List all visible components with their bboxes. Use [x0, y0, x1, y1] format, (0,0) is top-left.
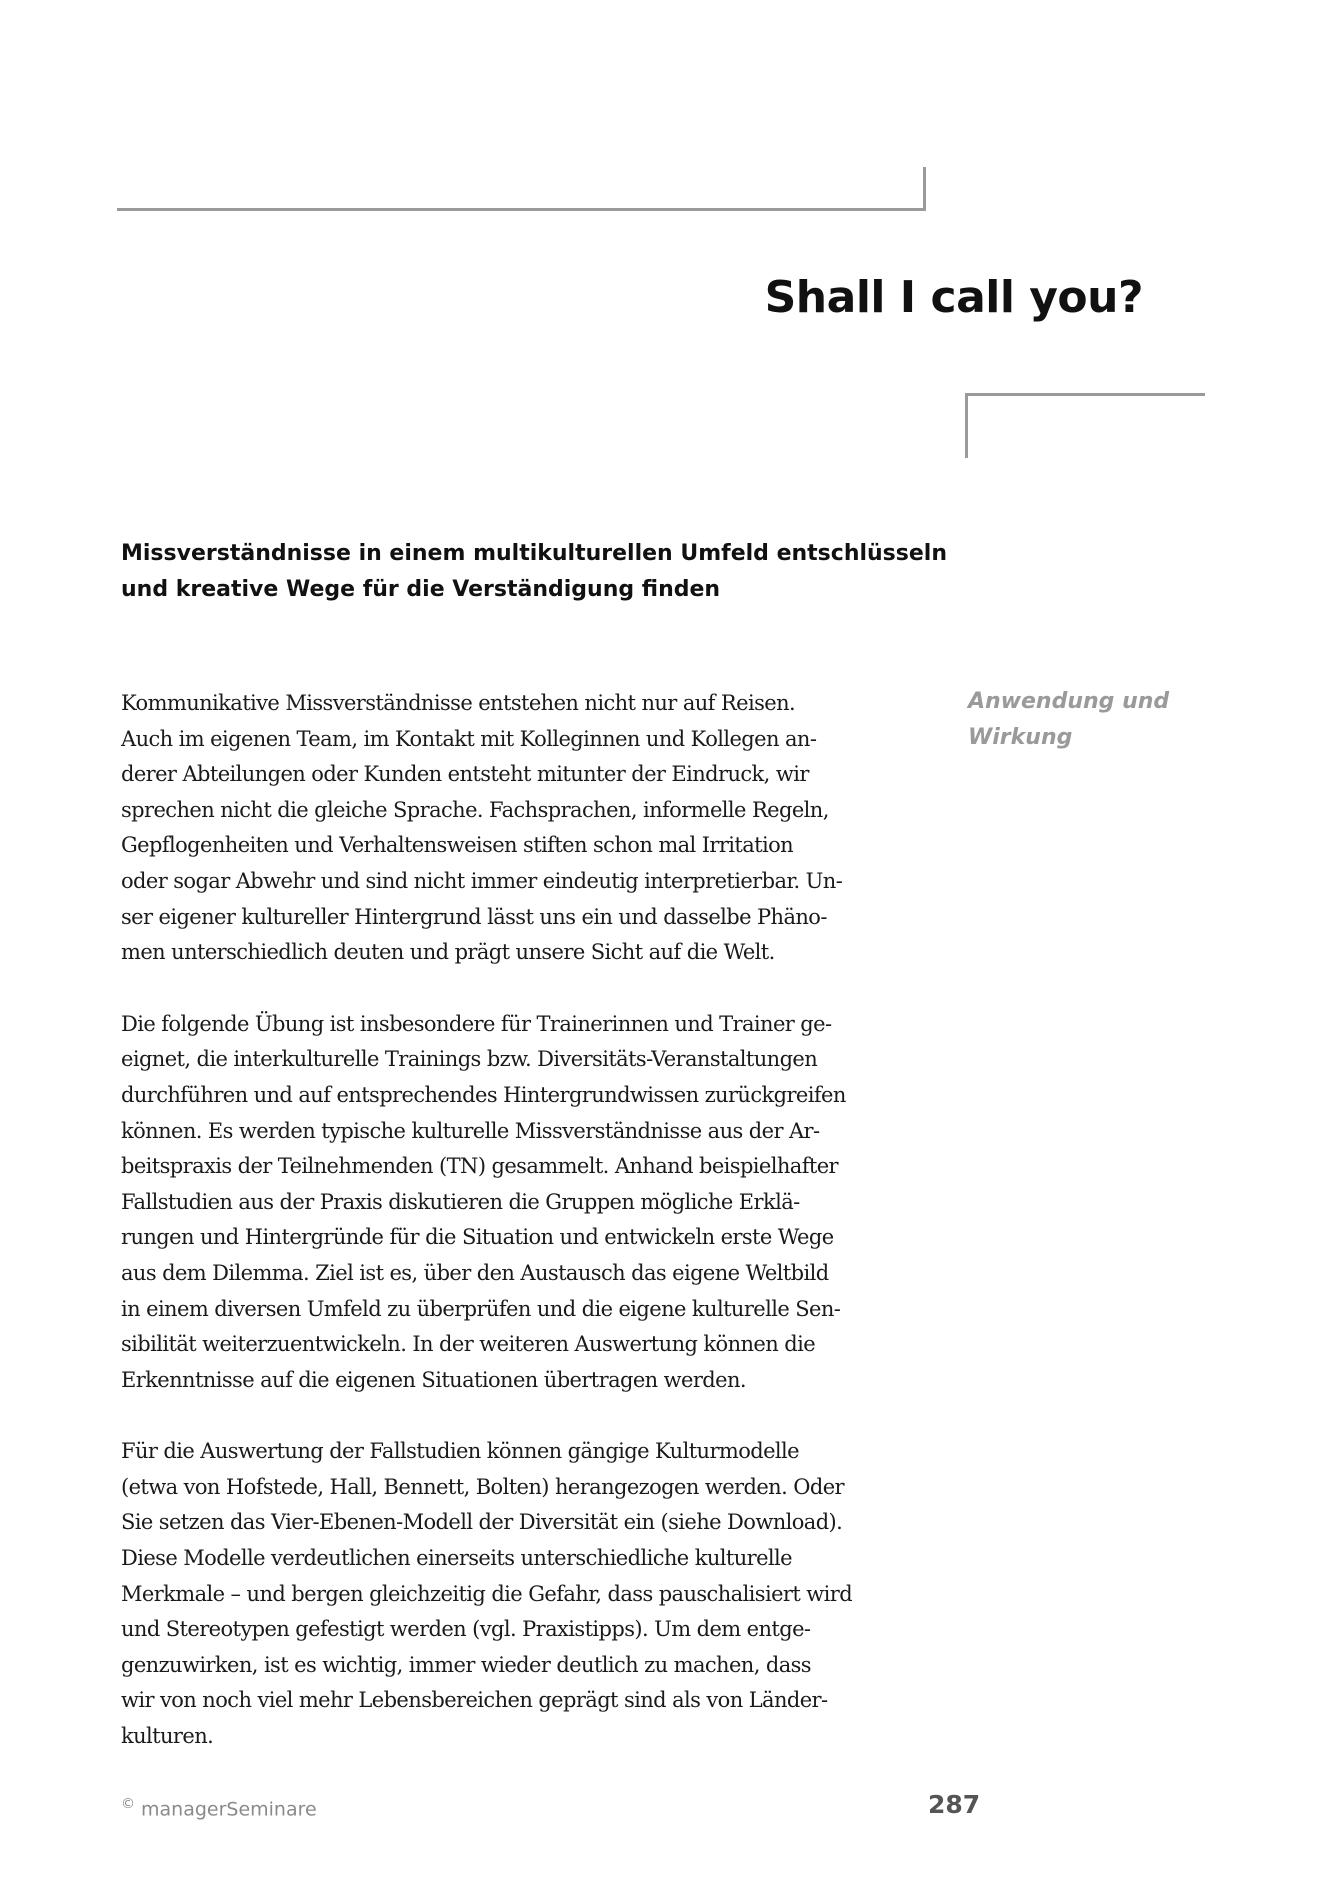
text-line: eignet, die interkulturelle Trainings bzw. Diversitäts-Veranstaltungen — [121, 1047, 818, 1072]
text-line: Merkmale – und bergen gleichzeitig die Gefahr, dass pauschalisiert wird — [121, 1581, 853, 1606]
text-line: (etwa von Hofstede, Hall, Bennett, Bolten) herangezogen werden. Oder — [121, 1474, 844, 1499]
text-line: Fallstudien aus der Praxis diskutieren die Gruppen mögliche Erklä- — [121, 1189, 800, 1214]
corner-rule-vertical — [965, 393, 968, 458]
page-title: Shall I call you? — [764, 272, 1143, 323]
corner-rule-horizontal — [965, 393, 1205, 396]
footer-copyright — [121, 1796, 317, 1820]
text-line: wir von noch viel mehr Lebensbereichen geprägt sind als von Länder- — [121, 1688, 828, 1713]
publisher-name: managerSeminare — [141, 1798, 317, 1821]
text-line: durchführen und auf entsprechendes Hintergrundwissen zurückgreifen — [121, 1082, 846, 1107]
text-line: sprechen nicht die gleiche Sprache. Fachsprachen, informelle Regeln, — [121, 797, 829, 822]
text-line: kulturen. — [121, 1724, 214, 1749]
text-line: Die folgende Übung ist insbesondere für Trainerinnen und Trainer ge- — [121, 1011, 832, 1036]
header-rule-tick — [923, 167, 926, 211]
text-line: oder sogar Abwehr und sind nicht immer eindeutig interpretierbar. Un- — [121, 868, 843, 893]
header-rule — [117, 208, 925, 211]
copyright-symbol: © — [121, 1796, 135, 1812]
paragraph-2 — [121, 1007, 941, 1399]
subtitle-line: Missverständnisse in einem multikulturellen Umfeld entschlüsseln — [121, 541, 947, 566]
text-line: aus dem Dilemma. Ziel ist es, über den Austausch das eigene Weltbild — [121, 1260, 829, 1285]
paragraph-3 — [121, 1434, 941, 1754]
text-line: Kommunikative Missverständnisse entstehen nicht nur auf Reisen. — [121, 691, 796, 715]
text-line: Diese Modelle verdeutlichen einerseits unterschiedliche kulturelle — [121, 1546, 792, 1571]
text-line: Auch im eigenen Team, im Kontakt mit Kolleginnen und Kollegen an- — [121, 726, 817, 751]
text-line: men unterschiedlich deuten und prägt unsere Sicht auf die Welt. — [121, 940, 775, 965]
sidebar-note-line: Anwendung und — [968, 689, 1170, 714]
text-line: in einem diversen Umfeld zu überprüfen und die eigene kulturelle Sen- — [121, 1296, 841, 1321]
text-line: Gepflogenheiten und Verhaltensweisen stiften schon mal Irritation — [121, 833, 794, 858]
text-line: beitspraxis der Teilnehmenden (TN) gesammelt. Anhand beispielhafter — [121, 1154, 838, 1179]
text-line: Erkenntnisse auf die eigenen Situationen übertragen werden. — [121, 1367, 746, 1392]
body-text — [121, 686, 941, 1791]
subtitle-line: und kreative Wege für die Verständigung finden — [121, 577, 721, 602]
text-line: und Stereotypen gefestigt werden (vgl. Praxistipps). Um dem entge- — [121, 1617, 811, 1642]
text-line: derer Abteilungen oder Kunden entsteht mitunter der Eindruck, wir — [121, 762, 809, 787]
text-line: genzuwirken, ist es wichtig, immer wieder deutlich zu machen, dass — [121, 1652, 811, 1677]
paragraph-1 — [121, 686, 941, 971]
text-line: ser eigener kultureller Hintergrund lässt uns ein und dasselbe Phäno- — [121, 904, 827, 929]
text-line: Sie setzen das Vier-Ebenen-Modell der Diversität ein (siehe Download). — [121, 1510, 843, 1535]
subtitle — [121, 536, 947, 608]
page-number: 287 — [928, 1790, 981, 1819]
text-line: Für die Auswertung der Fallstudien können gängige Kulturmodelle — [121, 1439, 799, 1464]
sidebar-note-line: Wirkung — [968, 725, 1073, 750]
text-line: rungen und Hintergründe für die Situation und entwickeln erste Wege — [121, 1225, 834, 1250]
text-line: sibilität weiterzuentwickeln. In der weiteren Auswertung können die — [121, 1332, 816, 1357]
sidebar-note — [968, 684, 1198, 756]
text-line: können. Es werden typische kulturelle Missverständnisse aus der Ar- — [121, 1118, 820, 1143]
